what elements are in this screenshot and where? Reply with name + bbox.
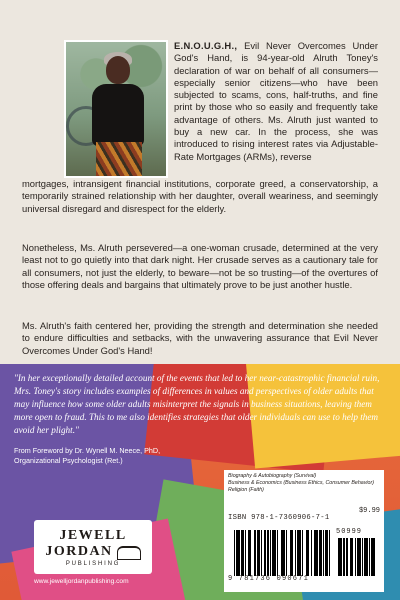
- foreword-quote: "In her exceptionally detailed account of the events that led to her near-catastrophic financial ruin, Mrs. Toney's story includes examples of differences in values and perspectives of older adults that may influence how some older adults misinterpret the signals in business situations, leaving them more open to fraud. This to me also identifies strategies that older individuals can use to help them avoid her plight.": [14, 373, 380, 435]
- barcode-panel: [224, 470, 384, 592]
- synopsis-text-1a: Evil Never Overcomes Under God's Hand, is 94-year-old Alruth Toney's declaration of war on behalf of all consumers—especially senior citizens—who have been subjected to scams, cons, half-truths, and fine print by those who so easily and frequently take advantage of others. Ms. Alruth just wanted to buy a new car. In the process, she was introduced to rising interest rates via Adjustable-Rate Mortgages (ARMs), reverse: [174, 40, 379, 162]
- publisher-logo: [34, 520, 152, 574]
- quote-credit: [14, 446, 204, 466]
- barcode-addon-digits: 50999: [336, 528, 363, 536]
- barcode-addon-bars: [338, 538, 376, 576]
- author-body: [92, 84, 144, 146]
- synopsis-paragraph-2: Nonetheless, Ms. Alruth persevered—a one-woman crusade, determined at the very least not to go quietly into that dark night. Her crusade serves as a cautionary tale for all consumers, not just the elderly, to beware—not be so trusting—of the overtures of those offering deals and bargains that ultimately prove to be just another hustle.: [22, 242, 378, 290]
- barcode: [228, 530, 380, 586]
- barcode-digits: 9 781736 090671: [228, 575, 310, 583]
- isbn-label: ISBN 978-1-7360906-7-1: [228, 514, 330, 522]
- credit-line-2: Organizational Psychologist (Ret.): [14, 456, 123, 465]
- logo-name-line-2-wrap: [45, 544, 140, 560]
- isbn-row: [228, 508, 380, 522]
- category-3: Religion (Faith): [228, 487, 264, 493]
- author-photo: [64, 40, 168, 178]
- synopsis-paragraph-1a: [174, 40, 378, 163]
- barcode-bar: [330, 530, 331, 576]
- category-1: Biography & Autobiography (Survival): [228, 473, 317, 479]
- author-head: [106, 56, 130, 84]
- barcode-bar: [375, 538, 376, 576]
- credit-line-1: From Foreword by Dr. Wynell M. Neece, PhD,: [14, 446, 161, 455]
- logo-imprint: PUBLISHING: [65, 560, 121, 567]
- price-label: $9.99: [358, 507, 380, 515]
- publisher-website: www.jewelljordanpublishing.com: [34, 578, 129, 585]
- open-book-icon: [117, 546, 141, 558]
- barcode-main-bars: [234, 530, 332, 576]
- logo-name-line-1: JEWELL: [59, 527, 127, 543]
- book-title-acronym: E.N.O.U.G.H.,: [174, 40, 238, 51]
- author-skirt: [96, 142, 142, 178]
- synopsis-paragraph-3: Ms. Alruth's faith centered her, providing the strength and determination she needed to endure difficulties and setbacks, with the unwavering assurance that Evil Never Overcomes Under God's Hand!: [22, 320, 378, 356]
- category-2: Business & Economics (Business Ethics, Consumer Behavior): [228, 480, 375, 486]
- synopsis-paragraph-1b: mortgages, intransigent financial institutions, corporate greed, a conservatorship, a temporarily strained relationship with her daughter, overall weariness, and seemingly universal disregard and disrespect for the elderly.: [22, 178, 378, 214]
- logo-name-line-2: JORDAN: [45, 543, 113, 559]
